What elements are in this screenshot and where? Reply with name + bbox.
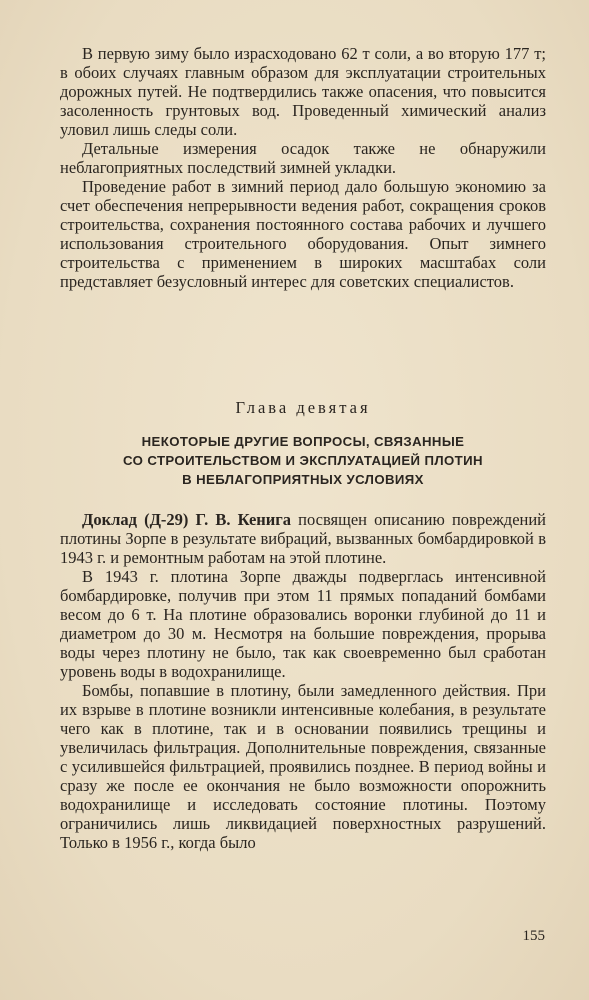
chapter-title-line: НЕКОТОРЫЕ ДРУГИЕ ВОПРОСЫ, СВЯЗАННЫЕ: [141, 434, 465, 449]
paragraph: Бомбы, попавшие в плотину, были замедленного действия. При их взрыве в плотине возникли интенсивные колебания, в результате чего как в плотине, так и в основании появились трещины и увеличилась фильтрация. Дополнительные повреждения, связанные с усилившейся фильтрацией, проявились позднее. В период войны и сразу же после ее окончания не было возможности опорожнить водохранилище и исследовать состояние плотины. Поэтому ограничились лишь ликвидацией поверхностных разрушений. Только в 1956 г., когда было: [60, 681, 546, 852]
text-block-top: [60, 44, 546, 291]
chapter-title-line: СО СТРОИТЕЛЬСТВОМ И ЭКСПЛУАТАЦИЕЙ ПЛОТИН: [123, 453, 483, 468]
chapter-title-line: В НЕБЛАГОПРИЯТНЫХ УСЛОВИЯХ: [182, 472, 424, 487]
page-number: 155: [522, 928, 545, 944]
report-lead: Доклад (Д-29) Г. В. Кенига: [82, 510, 292, 529]
report-paragraph: [60, 510, 546, 567]
paragraph: В 1943 г. плотина Зорпе дважды подверглась интенсивной бомбардировке, получив при этом 11 прямых попаданий бомбами весом до 6 т. На плотине образовались воронки глубиной до 11 и диаметром до 30 м. Несмотря на большие повреждения, прорыва воды через плотину не было, так как своевременно был сработан уровень воды в водохранилище.: [60, 567, 546, 681]
paragraph: Проведение работ в зимний период дало большую экономию за счет обеспечения непрерывности ведения работ, сокращения сроков строительства, сохранения постоянного состава рабочих и лучшего использования строительного оборудования. Опыт зимнего строительства с применением в широких масштабах соли представляет безусловный интерес для советских специалистов.: [60, 177, 546, 291]
chapter-title: [60, 432, 546, 489]
paragraph: В первую зиму было израсходовано 62 т соли, а во вторую 177 т; в обоих случаях главным образом для эксплуатации строительных дорожных путей. Не подтвердились также опасения, что повысится засоленность грунтовых вод. Проведенный химический анализ уловил лишь следы соли.: [60, 44, 546, 139]
paragraph: Детальные измерения осадок также не обнаружили неблагоприятных последствий зимней укладки.: [60, 139, 546, 177]
chapter-label: Глава девятая: [235, 398, 371, 417]
report-text: посвящен описанию повреждений плотины Зорпе в результате вибраций, вызванных бомбардировкой в 1943 г. и ремонтным работам на этой плотине.: [60, 510, 547, 567]
text-block-bottom: [60, 510, 546, 852]
